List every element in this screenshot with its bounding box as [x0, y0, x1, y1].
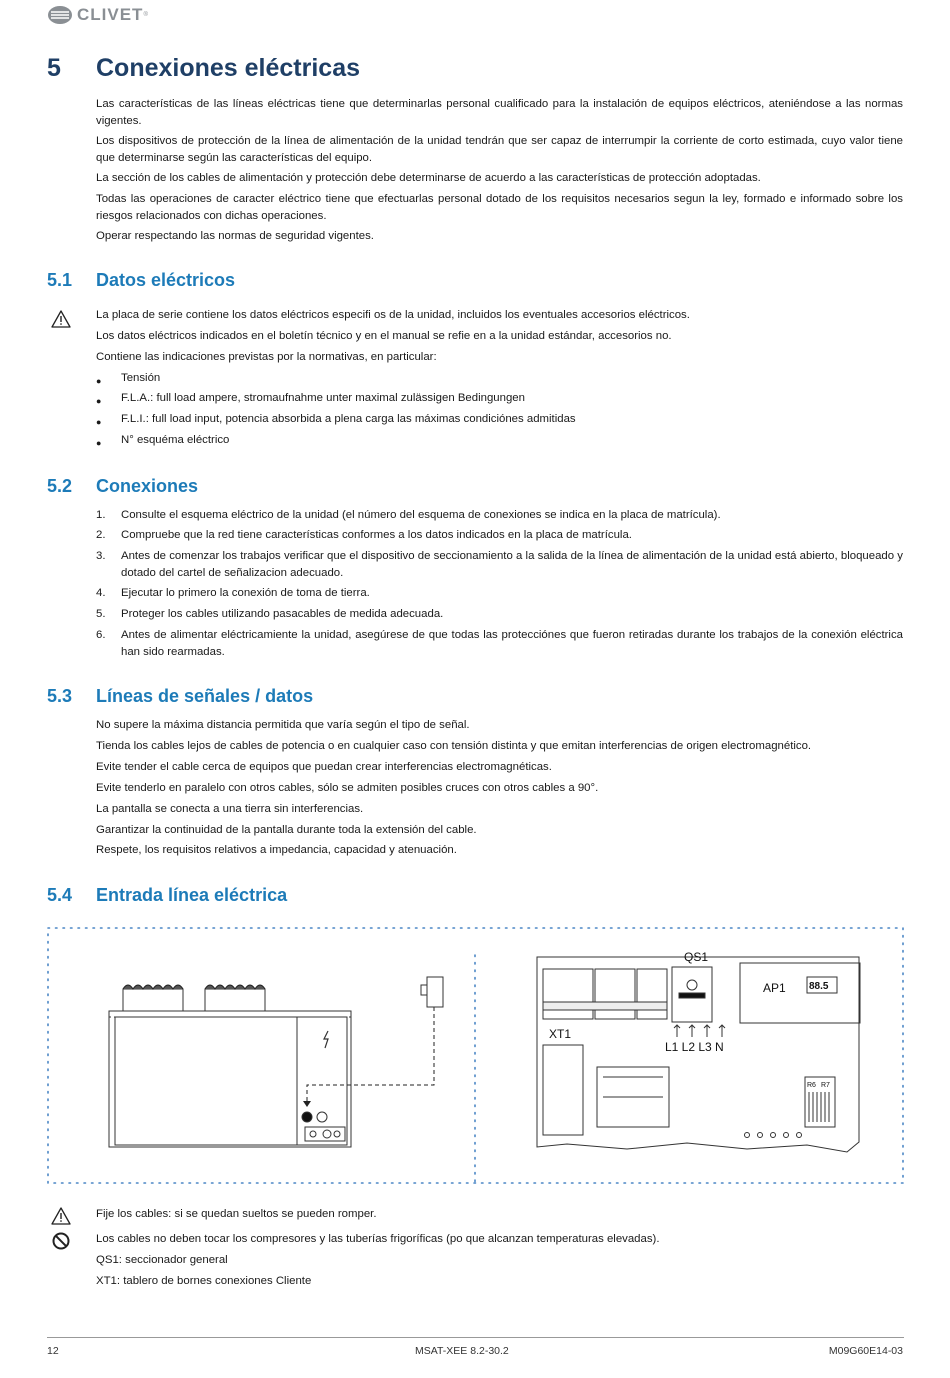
numbered-item: [96, 548, 903, 581]
item-text: Antes de alimentar eléctricamiente la unidad, asegúrese de que todas las protecciónes que fueron retiradas durante los trabajos de la conexión eléctrica han sido rearmadas.: [121, 629, 903, 658]
note-text: QS1: seccionador general: [96, 1254, 228, 1266]
s53-paragraph: Respete, los requisitos relativos a impedancia, capacidad y atenuación.: [96, 844, 457, 856]
label-r7: R7: [821, 1082, 830, 1089]
section-title-text: Entrada línea eléctrica: [96, 885, 288, 905]
bullet-item: [96, 411, 903, 431]
bullet-mark: ●: [96, 417, 102, 427]
fan-right-grille: [205, 985, 265, 989]
section-number: 5.1: [47, 270, 73, 290]
label-phases: L1 L2 L3 N: [665, 1040, 724, 1054]
fan-left-grille: [123, 985, 183, 989]
item-text: Antes de comenzar los trabajos verificar que el dispositivo de seccionamiento a la salida de la línea de alimentación de la unidad está abierto, bloqueado y dotado del cartel de señalizacion adecuado.: [121, 550, 903, 579]
section-number: 5.2: [47, 476, 73, 496]
footer-model: MSAT-XEE 8.2-30.2: [415, 1345, 509, 1357]
bullet-item: [96, 370, 903, 390]
warning-icon: [51, 309, 71, 329]
entry-hole-filled: [302, 1112, 312, 1122]
fan-left: [123, 989, 183, 1011]
s53-paragraph: La pantalla se conecta a una tierra sin interferencias.: [96, 803, 364, 815]
section-number: 5.3: [47, 686, 73, 706]
brand-logo: [47, 4, 148, 26]
prohibition-icon: [51, 1231, 71, 1251]
item-text: Consulte el esquema eléctrico de la unidad (el número del esquema de conexiones se indica en la placa de matrícula).: [121, 509, 721, 521]
bullet-text: Tensión: [121, 372, 161, 384]
s53-paragraph: Garantizar la continuidad de la pantalla durante toda la extensión del cable.: [96, 824, 477, 836]
section-title-text: Líneas de señales / datos: [96, 686, 314, 706]
s51-paragraph: Los datos eléctricos indicados en el boletín técnico y en el manual se refie en a la unidad estándar, accesorios no.: [96, 330, 672, 342]
chapter-number: 5: [47, 54, 61, 82]
bullet-item: [96, 390, 903, 410]
label-qs1: QS1: [684, 950, 709, 964]
label-r6: R6: [807, 1082, 816, 1089]
section-number: 5.4: [47, 885, 73, 905]
bullet-text: N° esquéma eléctrico: [121, 434, 230, 446]
intro-paragraph: Todas las operaciones de caracter eléctrico tiene que efectuarlas personal dotado de los requisitos necesarios segun la ley, formado e informado sobre los riesgos relacionados con dichas operaciones.: [96, 193, 903, 222]
label-display: 88.5: [809, 981, 829, 992]
external-switch: [427, 977, 443, 1007]
brand-trademark: ®: [143, 12, 148, 18]
clivet-logo-icon: [47, 5, 73, 25]
intro-paragraph: La sección de los cables de alimentación y protección debe determinarse de acuerdo a las características de protección adoptadas.: [96, 172, 761, 184]
section-title-5-2: [47, 476, 198, 497]
footer-divider: [47, 1337, 904, 1338]
bullet-mark: ●: [96, 396, 102, 406]
item-number: 5.: [96, 608, 106, 620]
bullet-mark: ●: [96, 438, 102, 448]
warning-icon: [51, 1206, 71, 1226]
s53-paragraph: Evite tender el cable cerca de equipos que puedan crear interferencias electromagnéticas.: [96, 761, 552, 773]
item-number: 6.: [96, 629, 106, 641]
item-text: Proteger los cables utilizando pasacables de medida adecuada.: [121, 608, 444, 620]
s53-paragraph: Tienda los cables lejos de cables de potencia o en cualquier caso con tensión distinta y que emitan interferencias de origen electromagnético.: [96, 740, 812, 752]
brand-name: CLIVET: [77, 5, 144, 24]
note-text: XT1: tablero de bornes conexiones Cliente: [96, 1275, 312, 1287]
fan-right: [205, 989, 265, 1011]
numbered-item: [96, 507, 903, 524]
intro-paragraph: Operar respectando las normas de seguridad vigentes.: [96, 230, 374, 242]
label-ap1: AP1: [763, 981, 786, 995]
bullet-mark: ●: [96, 376, 102, 386]
chapter-title: [47, 54, 360, 83]
bullet-text: F.L.A.: full load ampere, stromaufnahme unter maximal zulässigen Bedingungen: [121, 392, 525, 404]
section-title-5-3: [47, 686, 313, 707]
numbered-item: [96, 527, 903, 544]
item-number: 4.: [96, 587, 106, 599]
footer-code: M09G60E14-03: [828, 1345, 903, 1357]
bullet-item: [96, 432, 903, 452]
note-text: Los cables no deben tocar los compresores y las tuberías frigoríficas (po que alcanzan temperaturas elevadas).: [96, 1233, 660, 1245]
unit-drawing: [109, 977, 443, 1147]
section-title-5-1: [47, 270, 235, 291]
s51-paragraph: La placa de serie contiene los datos eléctricos especifi os de la unidad, incluidos los eventuales accesorios eléctricos.: [96, 309, 690, 321]
bullet-text: F.L.I.: full load input, potencia absorbida a plena carga las máximas condiciónes admitidas: [121, 413, 576, 425]
s53-paragraph: Evite tenderlo en paralelo con otros cables, sólo se admiten posibles cruces con otros cables a 90°.: [96, 782, 599, 794]
section-title-text: Datos eléctricos: [96, 270, 236, 290]
intro-paragraph: Las características de las líneas eléctricas tiene que determinarlas personal cualificado para la instalación de equipos eléctricos, ateniéndose a las normas vigentes.: [96, 98, 903, 127]
note-text: Fije los cables: si se quedan sueltos se pueden romper.: [96, 1208, 377, 1220]
numbered-item: [96, 627, 903, 660]
item-text: Ejecutar lo primero la conexión de toma de tierra.: [121, 587, 370, 599]
numbered-item: [96, 585, 903, 602]
electrical-entry-figure: [47, 927, 904, 1184]
item-text: Compruebe que la red tiene características conformes a los datos indicados en la placa de matrícula.: [121, 529, 632, 541]
item-number: 1.: [96, 509, 106, 521]
section-title-text: Conexiones: [96, 476, 199, 496]
s53-paragraph: No supere la máxima distancia permitida que varía según el tipo de señal.: [96, 719, 470, 731]
section-title-5-4: [47, 885, 287, 906]
intro-paragraph: Los dispositivos de protección de la línea de alimentación de la unidad tendrán que ser capaz de interrumpir la corriente de corto estimada, cuyo valor tiene que determinarse según las características del equipo.: [96, 135, 903, 164]
label-xt1: XT1: [549, 1027, 572, 1041]
chapter-title-text: Conexiones eléctricas: [96, 54, 361, 82]
item-number: 2.: [96, 529, 106, 541]
item-number: 3.: [96, 550, 106, 562]
page-number: 12: [47, 1345, 59, 1357]
numbered-item: [96, 606, 903, 623]
s51-paragraph: Contiene las indicaciones previstas por la normativas, en particular:: [96, 351, 437, 363]
